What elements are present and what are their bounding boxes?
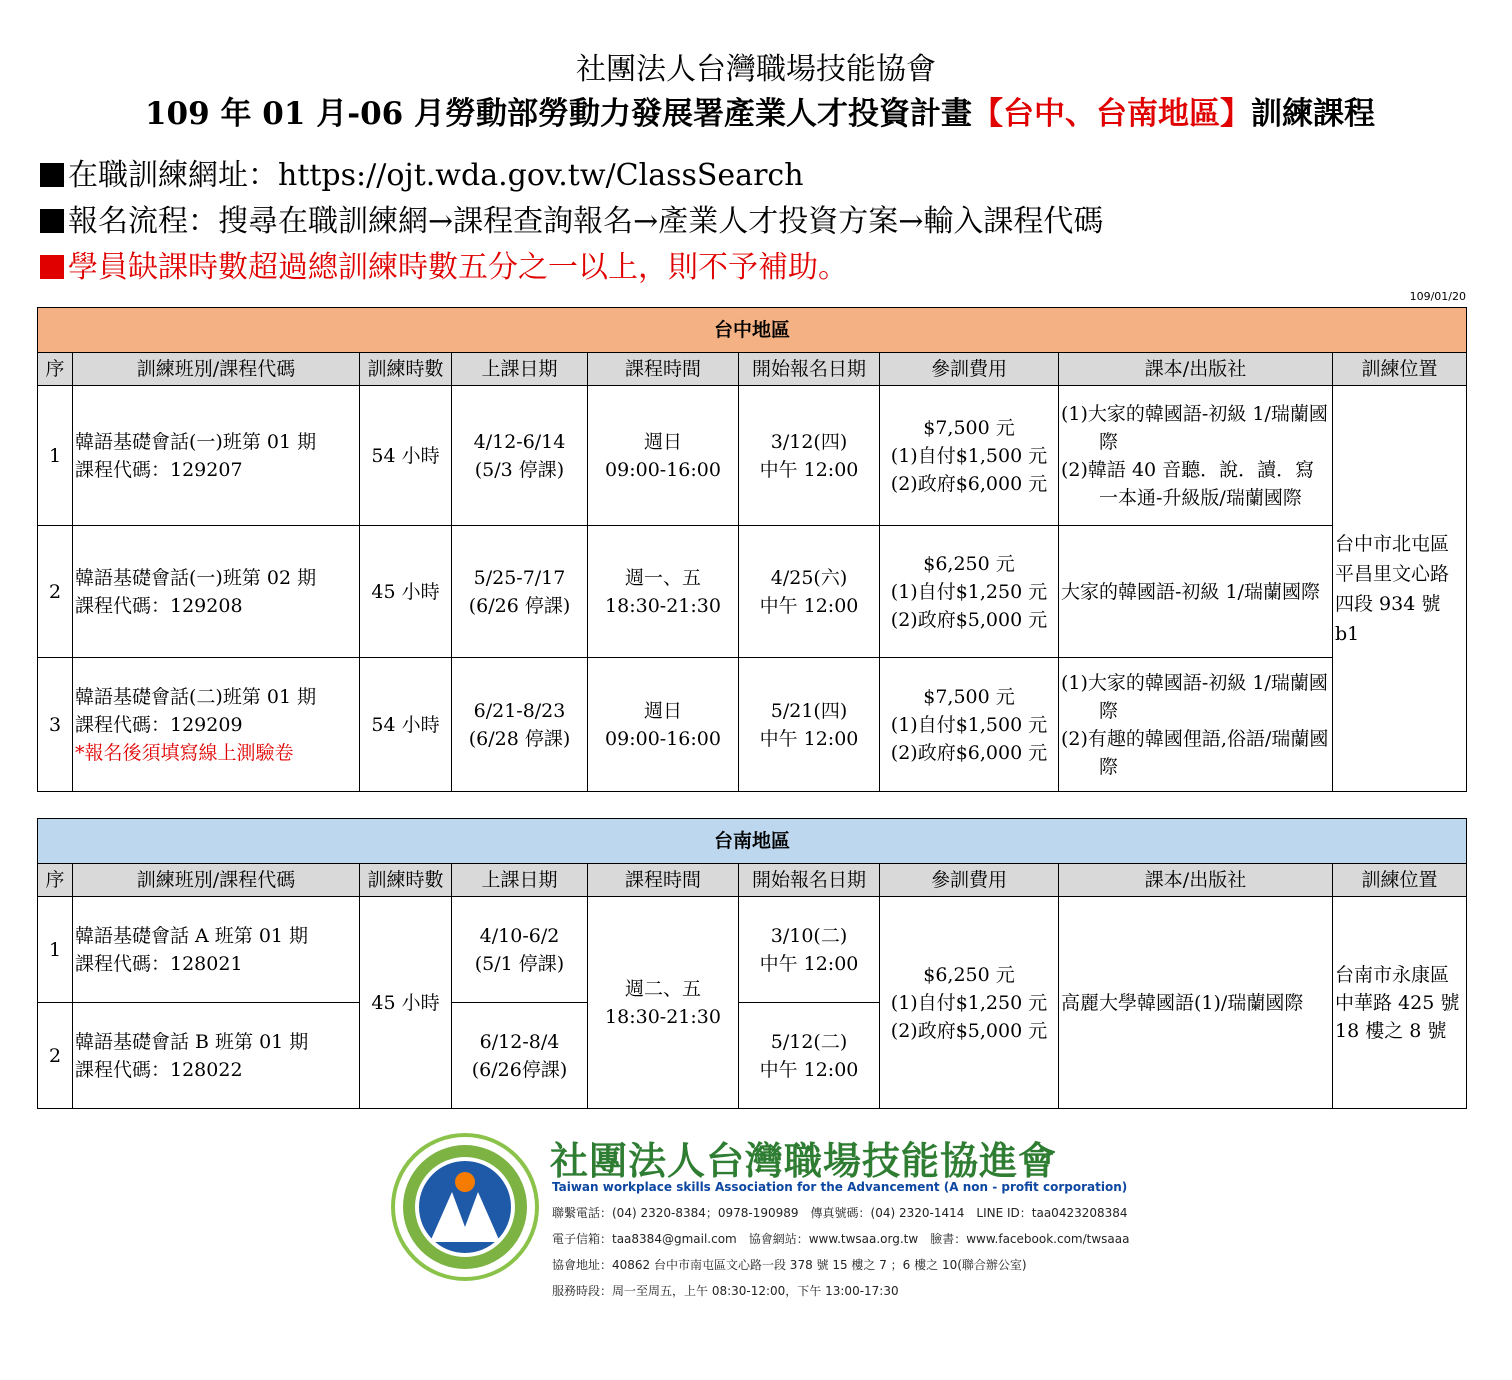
column-header-row: 序 訓練班別/課程代碼 訓練時數 上課日期 課程時間 開始報名日期 參訓費用 課本/出版社 訓練位置 [38,864,1467,897]
table-row: 1 韓語基礎會話 A 班第 01 期 課程代碼：128021 45 小時 4/10-6/2 (5/1 停課) 週二、五 18:30-21:30 3/10(二) 中午 12:00 $6,250 元 (1)自付$1,250 元 (2)政府$5,000 元 高麗大學韓國語(1)/瑞蘭國際 台南市永康區中華路 425 號18 樓之 8 號 [38,897,1467,1003]
organization-name: 社團法人台灣職場技能協會 [576,52,936,87]
table-row: 3 韓語基礎會話(二)班第 01 期 課程代碼：129209 *報名後須填寫線上測驗卷 54 小時 6/21-8/23 (6/28 停課) 週日 09:00-16:00 5/21(四) 中午 12:00 $7,500 元 (1)自付$1,500 元 (2)政府$6,000 元 (1)大家的韓國語-初級 1/瑞蘭國際 (2)有趣的韓國俚語,俗語/瑞蘭國際 [38,658,1467,792]
info-line-registration: 報名流程：搜尋在職訓練網→課程查詢報名→產業人才投資方案→輸入課程代碼 [40,196,1103,240]
title-tail: 訓練課程 [1251,96,1376,132]
footer-title: 社團法人台灣職場技能協進會 [550,1139,1058,1183]
title-region: 【台中、台南地區】 [972,96,1252,132]
tainan-table [37,818,1467,1109]
training-location: 台中市北屯區平昌里文心路四段 934 號b1 [1333,386,1467,792]
info-line-website: 在職訓練網址：https://ojt.wda.gov.tw/ClassSearch [40,150,804,194]
table-row: 2 韓語基礎會話 B 班第 01 期 課程代碼：128022 6/12-8/4 (6/26停課) 5/12(二) 中午 12:00 [38,1003,1467,1109]
course-cell: 韓語基礎會話(一)班第 02 期 課程代碼：129208 [73,526,360,658]
square-bullet-icon [40,163,64,187]
course-cell: 韓語基礎會話(二)班第 01 期 課程代碼：129209 *報名後須填寫線上測驗卷 [73,658,360,792]
footer-web: 電子信箱：taa8384@gmail.com 協會網站：www.twsaa.org.tw 臉書：www.facebook.com/twsaaa [552,1232,1130,1246]
title-main: 109 年 01 月-06 月勞動部勞動力發展署產業人才投資計畫 [144,96,973,132]
footer-address: 協會地址：40862 台中市南屯區文心路一段 378 號 15 樓之 7 ；6 樓之 10(聯合辦公室) [552,1258,1027,1272]
training-location: 台南市永康區中華路 425 號18 樓之 8 號 [1333,897,1467,1109]
course-cell: 韓語基礎會話 A 班第 01 期 課程代碼：128021 [73,897,360,1003]
table-row: 1 韓語基礎會話(一)班第 01 期 課程代碼：129207 54 小時 4/12-6/14 (5/3 停課) 週日 09:00-16:00 3/12(四) 中午 12:00 $7,500 元 (1)自付$1,500 元 (2)政府$6,000 元 (1)大家的韓國語-初級 1/瑞蘭國際 (2)韓語 40 音聽．說．讀．寫一本通-升級版/瑞蘭國際 台中市北屯區平昌里文心路四段 934 號b1 [38,386,1467,526]
square-bullet-icon [40,255,64,279]
square-bullet-icon [40,209,64,233]
course-note: *報名後須填寫線上測驗卷 [75,741,294,764]
taichung-table [37,307,1467,792]
footer-subtitle: Taiwan workplace skills Association for the Advancement (A non - profit corporation) [552,1180,1128,1194]
info-line-warning: 學員缺課時數超過總訓練時數五分之一以上，則不予補助。 [40,242,848,286]
association-logo-icon [390,1132,540,1282]
course-cell: 韓語基礎會話(一)班第 01 期 課程代碼：129207 [73,386,360,526]
footer-contact: 聯繫電話：(04) 2320-8384；0978-190989 傳真號碼：(04) 2320-1414 LINE ID：taa0423208384 [552,1206,1128,1220]
document-date: 109/01/20 [1409,290,1466,303]
course-cell: 韓語基礎會話 B 班第 01 期 課程代碼：128022 [73,1003,360,1109]
page-title [40,88,1480,133]
footer-hours: 服務時段：周一至周五，上午 08:30-12:00，下午 13:00-17:30 [552,1284,899,1298]
region-header: 台中地區 [38,308,1467,353]
footer [390,1126,1150,1296]
region-header: 台南地區 [38,819,1467,864]
table-row: 2 韓語基礎會話(一)班第 02 期 課程代碼：129208 45 小時 5/25-7/17 (6/26 停課) 週一、五 18:30-21:30 4/25(六) 中午 12:00 $6,250 元 (1)自付$1,250 元 (2)政府$5,000 元 大家的韓國語-初級 1/瑞蘭國際 [38,526,1467,658]
column-header-row: 序 訓練班別/課程代碼 訓練時數 上課日期 課程時間 開始報名日期 參訓費用 課本/出版社 訓練位置 [38,353,1467,386]
